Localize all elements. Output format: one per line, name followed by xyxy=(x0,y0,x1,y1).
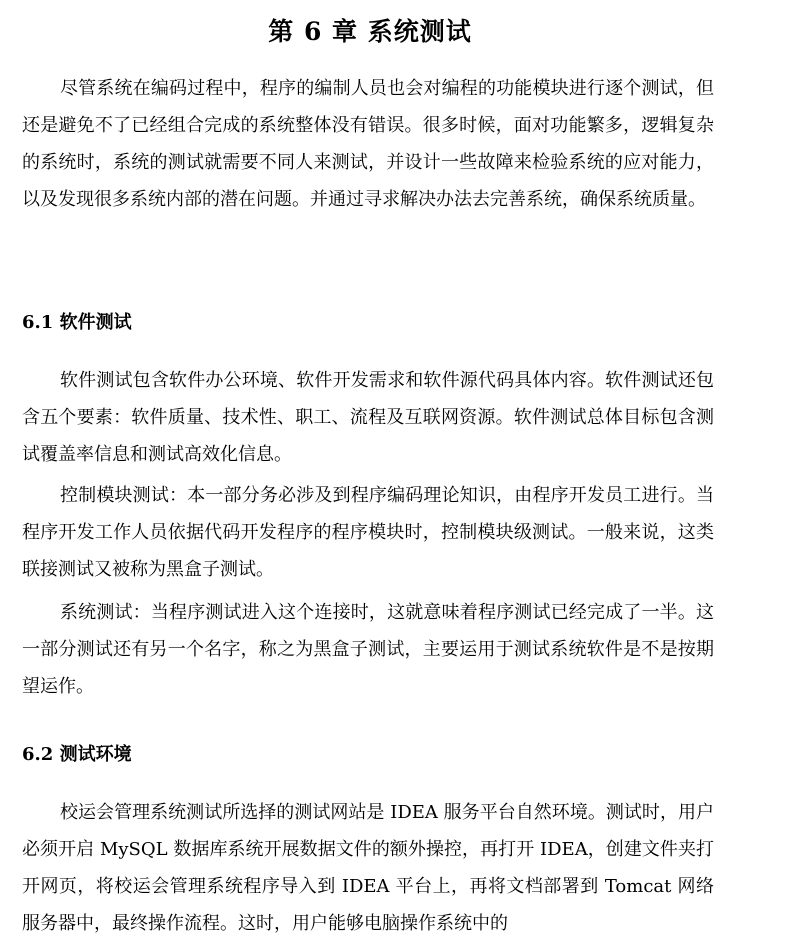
section-6-2-paragraph-1: 校运会管理系统测试所选择的测试网站是 IDEA 服务平台自然环境。测试时，用户必须开启 MySQL 数据库系统开展数据文件的额外操控，再打开 IDEA，创建文件夹打开网页，将校运会管理系统程序导入到 IDEA 平台上，再将文档部署到 Tomcat 网络服务器中，最终操作流程。这时，用户能够电脑操作系统中的 xyxy=(22,802,714,934)
intro-paragraph: 尽管系统在编码过程中，程序的编制人员也会对编程的功能模块进行逐个测试，但还是避免不了已经组合完成的系统整体没有错误。很多时候，面对功能繁多，逻辑复杂的系统时，系统的测试就需要不同人来测试，并设计一些故障来检验系统的应对能力，以及发现很多系统内部的潜在问题。并通过寻求解决办法去完善系统，确保系统质量。 xyxy=(22,78,714,210)
section-heading-6-2: 6.2 测试环境 xyxy=(22,744,132,765)
section-6-1-paragraph-3: 系统测试：当程序测试进入这个连接时，这就意味着程序测试已经完成了一半。这一部分测试还有另一个名字，称之为黑盒子测试，主要运用于测试系统软件是不是按期望运作。 xyxy=(22,602,714,697)
section-heading-6-1: 6.1 软件测试 xyxy=(22,312,132,333)
chapter-title: 第 6 章 系统测试 xyxy=(268,17,472,46)
section-6-1-paragraph-2: 控制模块测试：本一部分务必涉及到程序编码理论知识，由程序开发员工进行。当程序开发工作人员依据代码开发程序的程序模块时，控制模块级测试。一般来说，这类联接测试又被称为黑盒子测试。 xyxy=(22,485,714,580)
section-6-1-paragraph-1: 软件测试包含软件办公环境、软件开发需求和软件源代码具体内容。软件测试还包含五个要素：软件质量、技术性、职工、流程及互联网资源。软件测试总体目标包含测试覆盖率信息和测试高效化信息。 xyxy=(22,370,714,465)
